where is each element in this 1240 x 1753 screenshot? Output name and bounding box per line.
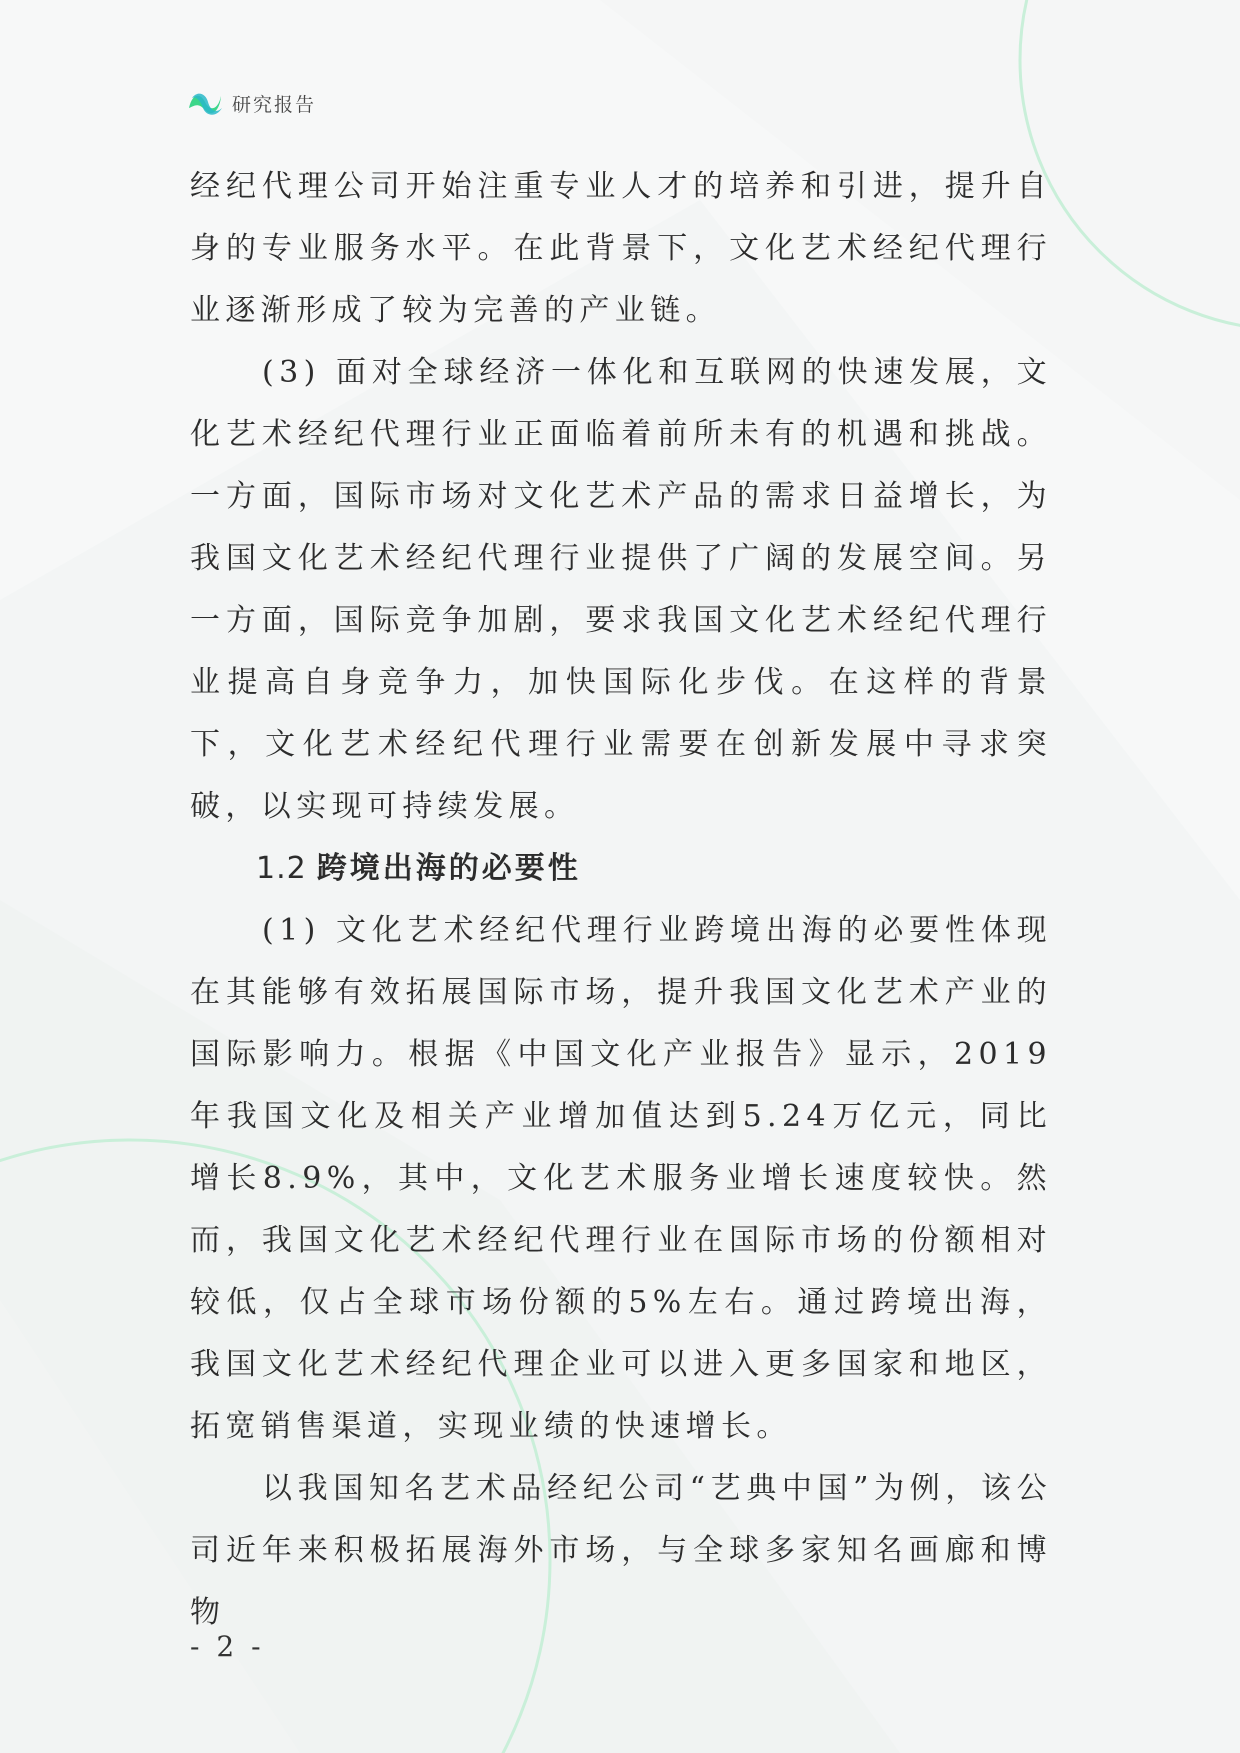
paragraph-2: (3) 面对全球经济一体化和互联网的快速发展，文化艺术经纪代理行业正面临着前所未有的机遇和挑战。一方面，国际市场对文化艺术产品的需求日益增长，为我国文化艺术经纪代理行业提供了广阔的发展空间。另一方面，国际竞争加剧，要求我国文化艺术经纪代理行业提高自身竞争力，加快国际化步伐。在这样的背景下，文化艺术经纪代理行业需要在创新发展中寻求突破，以实现可持续发展。 [190,355,1052,824]
section-number: 1.2 [256,851,307,886]
header-title: 研究报告 [232,93,317,116]
paragraph-1: 经纪代理公司开始注重专业人才的培养和引进，提升自身的专业服务水平。在此背景下，文化艺术经纪代理行业逐渐形成了较为完善的产业链。 [190,169,1052,328]
page-number: - 2 - [190,1630,265,1663]
section-heading [190,838,1052,900]
paragraph-4: 以我国知名艺术品经纪公司“艺典中国”为例，该公司近年来积极拓展海外市场，与全球多家知名画廊和博物 [190,1471,1052,1630]
brand-logo-icon [186,88,224,118]
paragraph-3: (1) 文化艺术经纪代理行业跨境出海的必要性体现在其能够有效拓展国际市场，提升我国文化艺术产业的国际影响力。根据《中国文化产业报告》显示，2019年我国文化及相关产业增加值达到5.24万亿元，同比增长8.9%，其中，文化艺术服务业增长速度较快。然而，我国文化艺术经纪代理行业在国际市场的份额相对较低，仅占全球市场份额的5%左右。通过跨境出海，我国文化艺术经纪代理企业可以进入更多国家和地区，拓宽销售渠道，实现业绩的快速增长。 [190,913,1052,1444]
section-title: 跨境出海的必要性 [316,851,581,886]
report-header [186,88,316,118]
body-content [190,156,1052,1644]
